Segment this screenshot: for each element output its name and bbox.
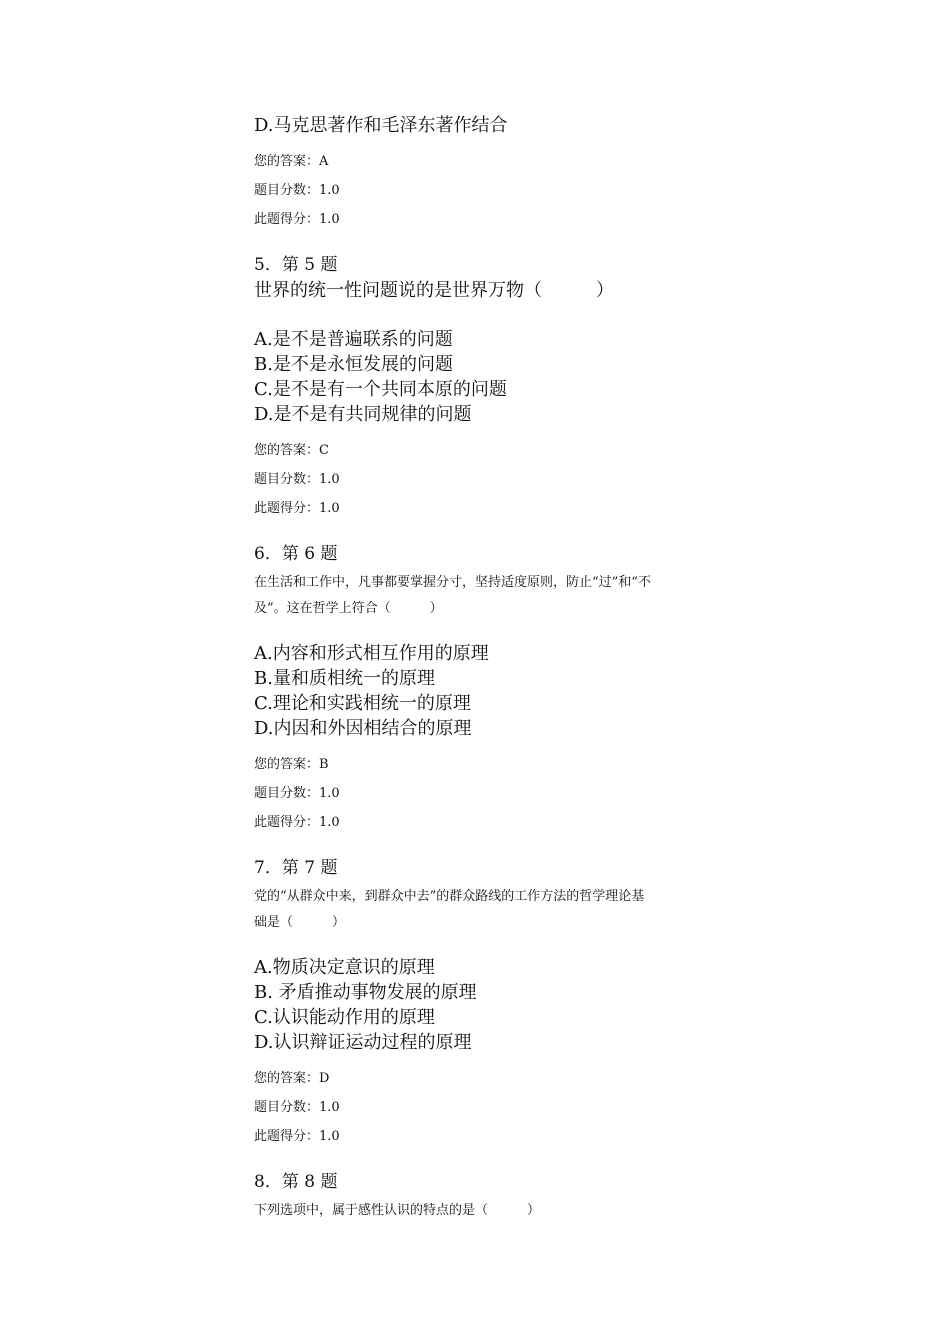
q7-option-d: D.认识辩证运动过程的原理 <box>254 1032 472 1053</box>
q4-option-d: D.马克思著作和毛泽东著作结合 <box>254 115 508 136</box>
q7-stem-line1: 党的“从群众中来，到群众中去”的群众路线的工作方法的哲学理论基 <box>254 889 645 904</box>
q5-option-b: B.是不是永恒发展的问题 <box>254 354 453 375</box>
q7-your-answer: 您的答案：D <box>254 1071 330 1086</box>
q7-score: 题目分数：1.0 <box>254 1100 340 1115</box>
q6-stem-line1: 在生活和工作中，凡事都要掌握分寸，坚持适度原则，防止“过”和“不 <box>254 575 651 590</box>
q7-option-b: B. 矛盾推动事物发展的原理 <box>254 982 477 1003</box>
q7-stem-line2: 础是（ ） <box>254 915 346 930</box>
q5-title: 5．第 5 题 <box>254 255 338 275</box>
q6-option-b: B.量和质相统一的原理 <box>254 668 435 689</box>
q5-score: 题目分数：1.0 <box>254 472 340 487</box>
q5-your-answer: 您的答案：C <box>254 443 329 458</box>
q4-score: 题目分数：1.0 <box>254 183 340 198</box>
q4-earned: 此题得分：1.0 <box>254 212 340 227</box>
q8-title: 8．第 8 题 <box>254 1172 338 1192</box>
q6-stem-line2: 及”。这在哲学上符合（ ） <box>254 601 443 616</box>
q6-earned: 此题得分：1.0 <box>254 815 340 830</box>
q5-option-c: C.是不是有一个共同本原的问题 <box>254 379 507 400</box>
q6-option-c: C.理论和实践相统一的原理 <box>254 693 471 714</box>
q6-option-d: D.内因和外因相结合的原理 <box>254 718 472 739</box>
q7-title: 7．第 7 题 <box>254 858 338 878</box>
q5-option-a: A.是不是普遍联系的问题 <box>254 329 453 350</box>
q7-option-a: A.物质决定意识的原理 <box>254 957 435 978</box>
q4-your-answer: 您的答案：A <box>254 154 329 169</box>
q6-your-answer: 您的答案：B <box>254 757 329 772</box>
q6-score: 题目分数：1.0 <box>254 786 340 801</box>
q8-stem: 下列选项中，属于感性认识的特点的是（ ） <box>254 1203 541 1218</box>
q7-earned: 此题得分：1.0 <box>254 1129 340 1144</box>
q5-option-d: D.是不是有共同规律的问题 <box>254 404 472 425</box>
q5-stem: 世界的统一性问题说的是世界万物（ ） <box>254 280 614 301</box>
q7-option-c: C.认识能动作用的原理 <box>254 1007 435 1028</box>
q6-title: 6．第 6 题 <box>254 544 338 564</box>
q6-option-a: A.内容和形式相互作用的原理 <box>254 643 489 664</box>
q5-earned: 此题得分：1.0 <box>254 501 340 516</box>
